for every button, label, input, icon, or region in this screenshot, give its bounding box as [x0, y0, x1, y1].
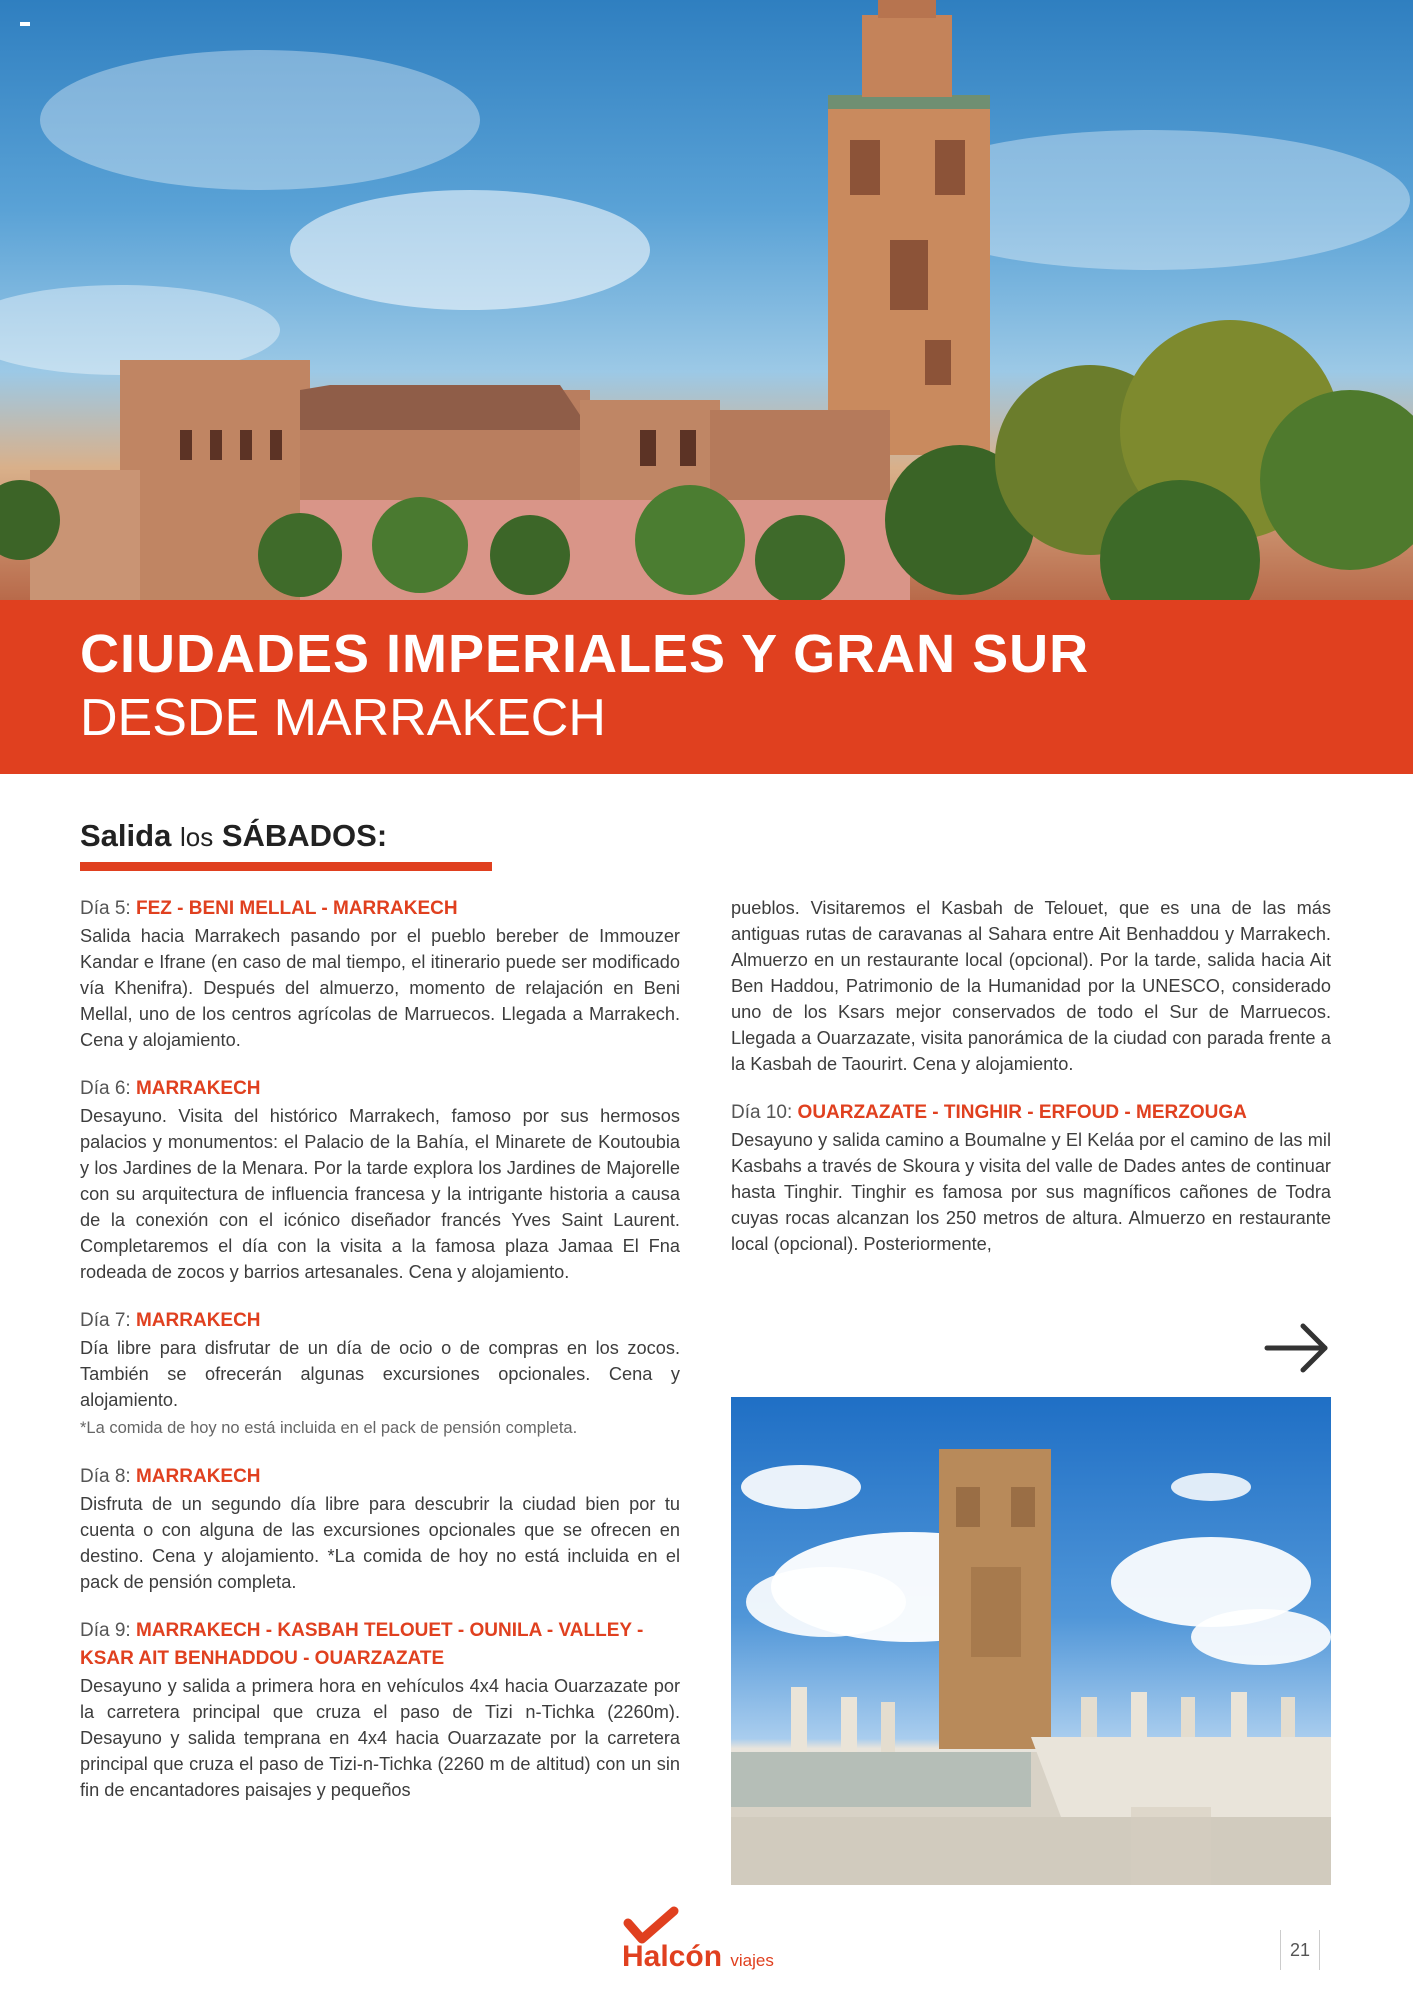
- day-note: *La comida de hoy no está incluida en el pack de pensión completa.: [80, 1419, 578, 1437]
- arrow-right-icon[interactable]: [1263, 1318, 1333, 1378]
- hero-photo-koutoubia: [0, 0, 1413, 600]
- day-label: Día 8:: [80, 1466, 131, 1487]
- itinerary-left-column: [80, 895, 680, 1825]
- itinerary-day-9: [80, 1617, 680, 1803]
- itinerary-day-6: [80, 1075, 680, 1285]
- itinerary-day-9-continued: [731, 895, 1331, 1077]
- brand-name: Halcón: [622, 1940, 723, 1973]
- day-places: FEZ - BENI MELLAL - MARRAKECH: [135, 898, 458, 919]
- itinerary-day-7: [80, 1307, 680, 1441]
- page-title: CIUDADES IMPERIALES Y GRAN SUR: [80, 624, 1090, 684]
- page-subtitle: DESDE MARRAKECH: [80, 689, 606, 747]
- day-heading: [80, 1075, 680, 1103]
- day-description: Desayuno y salida a primera hora en vehículos 4x4 hacia Ouarzazate por la carretera principal que cruza el paso de Tizi n-Tichka (2260m). Desayuno y salida temprana en 4x4 hacia Ouarzazate por la carretera principal que cruza el paso de Tizi-n-Tichka (2260 m de altitud) con un sin fin de encantadores paisajes y pequeños: [80, 1676, 680, 1800]
- itinerary-day-5: [80, 895, 680, 1053]
- day-heading: [731, 1099, 1331, 1127]
- brand-suffix: viajes: [730, 1951, 774, 1970]
- heading-underline: [80, 862, 492, 871]
- day-label: Día 10:: [731, 1102, 793, 1123]
- itinerary-day-10: [731, 1099, 1331, 1257]
- day-places: OUARZAZATE - TINGHIR - ERFOUD - MERZOUGA: [797, 1102, 1247, 1123]
- day-places: MARRAKECH: [135, 1466, 261, 1487]
- day-description: pueblos. Visitaremos el Kasbah de Telouet, que es una de las más antiguas rutas de caravanas al Sahara entre Ait Benhaddou y Marrakech. Almuerzo en un restaurante local (opcional). Por la tarde, salida hacia Ait Ben Haddou, Patrimonio de la Humanidad por la UNESCO, considerado uno de los Ksars mejor conservados de todo el Sur de Marruecos. Llegada a Ouarzazate, visita panorámica de la ciudad con parada frente a la Kasbah de Taourirt. Cena y alojamiento.: [731, 898, 1331, 1074]
- day-label: Día 7:: [80, 1310, 131, 1331]
- itinerary-day-8: [80, 1463, 680, 1595]
- day-description: Salida hacia Marrakech pasando por el pueblo bereber de Immouzer Kandar e Ifrane (en caso de mal tiempo, el itinerario puede ser modificado vía Khenifra). Después del almuerzo, momento de relajación en Beni Mellal, uno de los centros agrícolas de Marruecos. Llegada a Marrakech. Cena y alojamiento.: [80, 926, 680, 1050]
- page-number: 21: [1280, 1930, 1320, 1970]
- brand-logo: [622, 1940, 774, 1974]
- day-places: MARRAKECH: [135, 1310, 261, 1331]
- day-places: MARRAKECH: [135, 1078, 261, 1099]
- day-label: Día 6:: [80, 1078, 131, 1099]
- day-heading: [80, 895, 680, 923]
- day-label: Día 9:: [80, 1620, 131, 1641]
- day-heading: [80, 1307, 680, 1335]
- photo-hassan-tower: [731, 1397, 1331, 1885]
- day-label: Día 5:: [80, 898, 131, 919]
- hero-illustration: [0, 0, 1413, 600]
- photo-illustration: [731, 1397, 1331, 1885]
- day-places: MARRAKECH - KASBAH TELOUET - OUNILA - VALLEY - KSAR AIT BENHADDOU - OUARZAZATE: [80, 1620, 644, 1669]
- departure-heading: [80, 818, 387, 854]
- departure-connector: los: [179, 822, 214, 852]
- day-description: Disfruta de un segundo día libre para descubrir la ciudad bien por tu cuenta o con alguna de las excursiones opcionales que se ofrecen en destino. Cena y alojamiento. *La comida de hoy no está incluida en el pack de pensión completa.: [80, 1494, 680, 1592]
- day-heading: [80, 1463, 680, 1491]
- departure-lead: Salida: [80, 818, 172, 853]
- day-description: Desayuno. Visita del histórico Marrakech, famoso por sus hermosos palacios y monumentos: el Palacio de la Bahía, el Minarete de Koutoubia y los Jardines de la Menara. Por la tarde explora los Jardines de Majorelle con su arquitectura de influencia francesa y la intrigante historia a causa de la conexión con el icónico diseñador francés Yves Saint Laurent. Completaremos el día con la visita a la famosa plaza Jamaa El Fna rodeada de zocos y barrios artesanales. Cena y alojamiento.: [80, 1106, 680, 1282]
- day-description: Desayuno y salida camino a Boumalne y El Keláa por el camino de las mil Kasbahs a través de Skoura y visita del valle de Dades antes de continuar hasta Tinghir. Tinghir es famosa por sus magníficos cañones de Todra cuyas rocas alcanzan los 250 metros de altura. Almuerzo en restaurante local (opcional). Posteriormente,: [731, 1130, 1331, 1254]
- day-description: Día libre para disfrutar de un día de ocio o de compras en los zocos. También se ofrecerán algunas excursiones opcionales. Cena y alojamiento.: [80, 1338, 680, 1410]
- departure-day: SÁBADOS:: [221, 818, 388, 853]
- day-heading: [80, 1617, 680, 1673]
- itinerary-right-column: [731, 895, 1331, 1279]
